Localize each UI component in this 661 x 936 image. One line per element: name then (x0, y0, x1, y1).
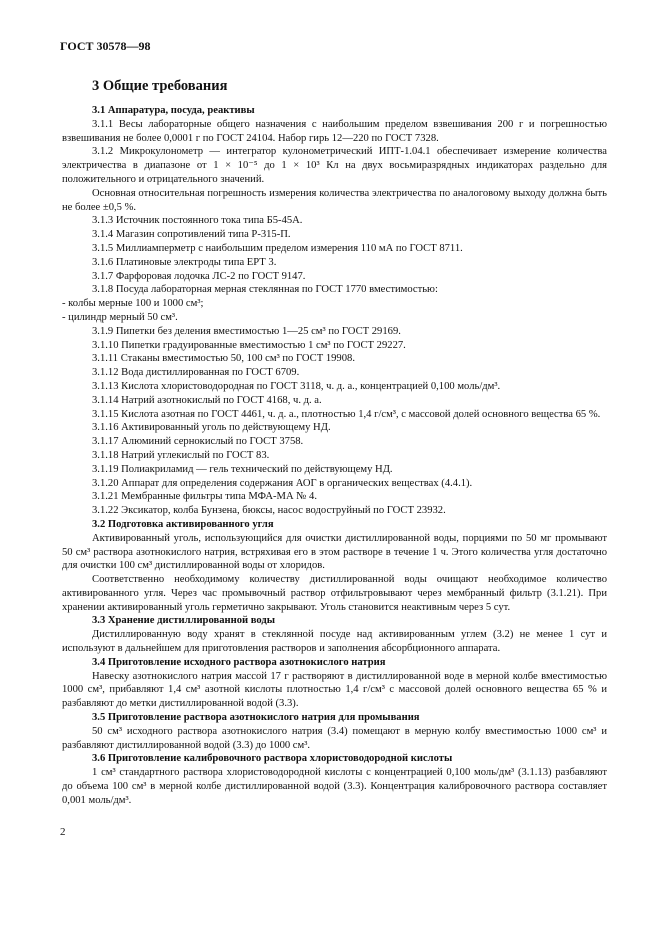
subsection-heading: 3.5 Приготовление раствора азотнокислого натрия для промывания (92, 712, 420, 724)
list-item: - колбы мерные 100 и 1000 см³; (62, 298, 204, 310)
paragraph: 3.1.5 Миллиамперметр с наибольшим пределом измерения 110 мА по ГОСТ 8711. (92, 242, 463, 254)
paragraph: 50 см³ исходного раствора азотнокислого натрия (3.4) помещают в мерную колбу вместимостью 1000 см³ и разбавляют дистиллированной водой (3.3) до 1000 см³. (62, 725, 607, 751)
subsection-heading: 3.1 Аппаратура, посуда, реактивы (92, 105, 255, 116)
paragraph: 1 см³ стандартного раствора хлористоводородной кислоты с концентрацией 0,100 моль/дм³ (3.1.13) разбавляют до объема 100 см³ в мерной колбе дистиллированной водой (3.3). Концентрация калибровочного раствора составляет 0,001 моль/дм³. (62, 767, 607, 806)
paragraph: 3.1.20 Аппарат для определения содержания АОГ в органических веществах (4.4.1). (92, 477, 473, 489)
subsection-heading: 3.4 Приготовление исходного раствора азотнокислого натрия (92, 656, 386, 668)
paragraph: 3.1.15 Кислота азотная по ГОСТ 4461, ч. д. а., плотностью 1,4 г/см³, с массовой долей основного вещества 65 %. (92, 408, 601, 420)
paragraph: 3.1.14 Натрий азотнокислый по ГОСТ 4168, ч. д. а. (92, 394, 322, 406)
paragraph: 3.1.2 Микрокулонометр — интегратор кулонометрический ИПТ-1.04.1 обеспечивает измерение количества электричества в диапазоне от 1 × 10⁻⁵ до 1 × 10³ Кл на двух восьмиразрядных индикаторах раздельно для положительного и отрицательного значений. (62, 146, 607, 185)
paragraph: Активированный уголь, использующийся для очистки дистиллированной воды, порциями по 50 мг промывают 50 см³ раствора азотнокислого натрия, встряхивая его в этом растворе в течение 1 ч. Этого количества угля достаточно для очистки 100 см³ дистиллированной воды от хлоридов. (62, 532, 607, 572)
paragraph: Дистиллированную воду хранят в стеклянной посуде над активированным углем (3.2) не менее 1 сут и используют в дальнейшем для приготовления растворов и заполнения абсорбционного аппарата. (62, 629, 607, 655)
paragraph: 3.1.12 Вода дистиллированная по ГОСТ 6709. (92, 367, 300, 379)
paragraph: 3.1.19 Полиакриламид — гель технический по действующему НД. (92, 463, 393, 475)
body-text (62, 104, 607, 808)
paragraph: 3.1.21 Мембранные фильтры типа МФА-МА № 4. (92, 491, 317, 503)
page-number: 2 (60, 826, 66, 838)
paragraph: 3.1.8 Посуда лабораторная мерная стеклянная по ГОСТ 1770 вместимостью: (92, 284, 438, 296)
paragraph: 3.1.10 Пипетки градуированные вместимостью 1 см³ по ГОСТ 29227. (92, 339, 406, 351)
paragraph: 3.1.17 Алюминий сернокислый по ГОСТ 3758. (92, 436, 304, 448)
subsection-heading: 3.6 Приготовление калибровочного раствора хлористоводородной кислоты (92, 753, 453, 765)
paragraph: 3.1.4 Магазин сопротивлений типа Р-315-П. (92, 229, 291, 241)
subsection-heading: 3.2 Подготовка активированного угля (92, 518, 274, 530)
subsection-heading: 3.3 Хранение дистиллированной воды (92, 615, 276, 627)
section-title: 3 Общие требования (92, 78, 228, 94)
running-header: ГОСТ 30578—98 (60, 39, 151, 53)
paragraph: Соответственно необходимому количеству дистиллированной воды очищают необходимое количество активированного угля. Через час промывочный раствор отфильтровывают через мембранный фильтр (3.1.21). При хранении активированный уголь герметично закрывают. Уголь становится неактивным через 5 сут. (62, 574, 607, 613)
paragraph: 3.1.1 Весы лабораторные общего назначения с наибольшим пределом взвешивания 200 г и погрешностью взвешивания не более 0,0001 г по ГОСТ 24104. Набор гирь 12—220 по ГОСТ 7328. (62, 118, 607, 144)
list-item: - цилиндр мерный 50 см³. (62, 311, 178, 323)
paragraph: Основная относительная погрешность измерения количества электричества по аналоговому выходу должна быть не более ±0,5 %. (62, 187, 607, 213)
paragraph: 3.1.13 Кислота хлористоводородная по ГОСТ 3118, ч. д. а., концентрацией 0,100 моль/дм³. (92, 380, 501, 392)
paragraph: 3.1.22 Эксикатор, колба Бунзена, бюксы, насос водоструйный по ГОСТ 23932. (92, 505, 446, 517)
paragraph: 3.1.6 Платиновые электроды типа ЕРТ 3. (92, 256, 277, 268)
paragraph: 3.1.9 Пипетки без деления вместимостью 1—25 см³ по ГОСТ 29169. (92, 325, 401, 337)
paragraph: Навеску азотнокислого натрия массой 17 г растворяют в дистиллированной воде в мерной колбе вместимостью 1000 см³, прибавляют 1,4 см³ азотной кислоты плотностью 1,4 г/см³ с массовой долей основного вещества 65 % и разбавляют до метки дистиллированной водой (3.3). (62, 670, 607, 710)
paragraph: 3.1.11 Стаканы вместимостью 50, 100 см³ по ГОСТ 19908. (92, 353, 355, 365)
paragraph: 3.1.16 Активированный уголь по действующему НД. (92, 422, 331, 434)
paragraph: 3.1.18 Натрий углекислый по ГОСТ 83. (92, 449, 270, 461)
paragraph: 3.1.3 Источник постоянного тока типа Б5-45А. (92, 215, 303, 227)
paragraph: 3.1.7 Фарфоровая лодочка ЛС-2 по ГОСТ 9147. (92, 270, 306, 282)
